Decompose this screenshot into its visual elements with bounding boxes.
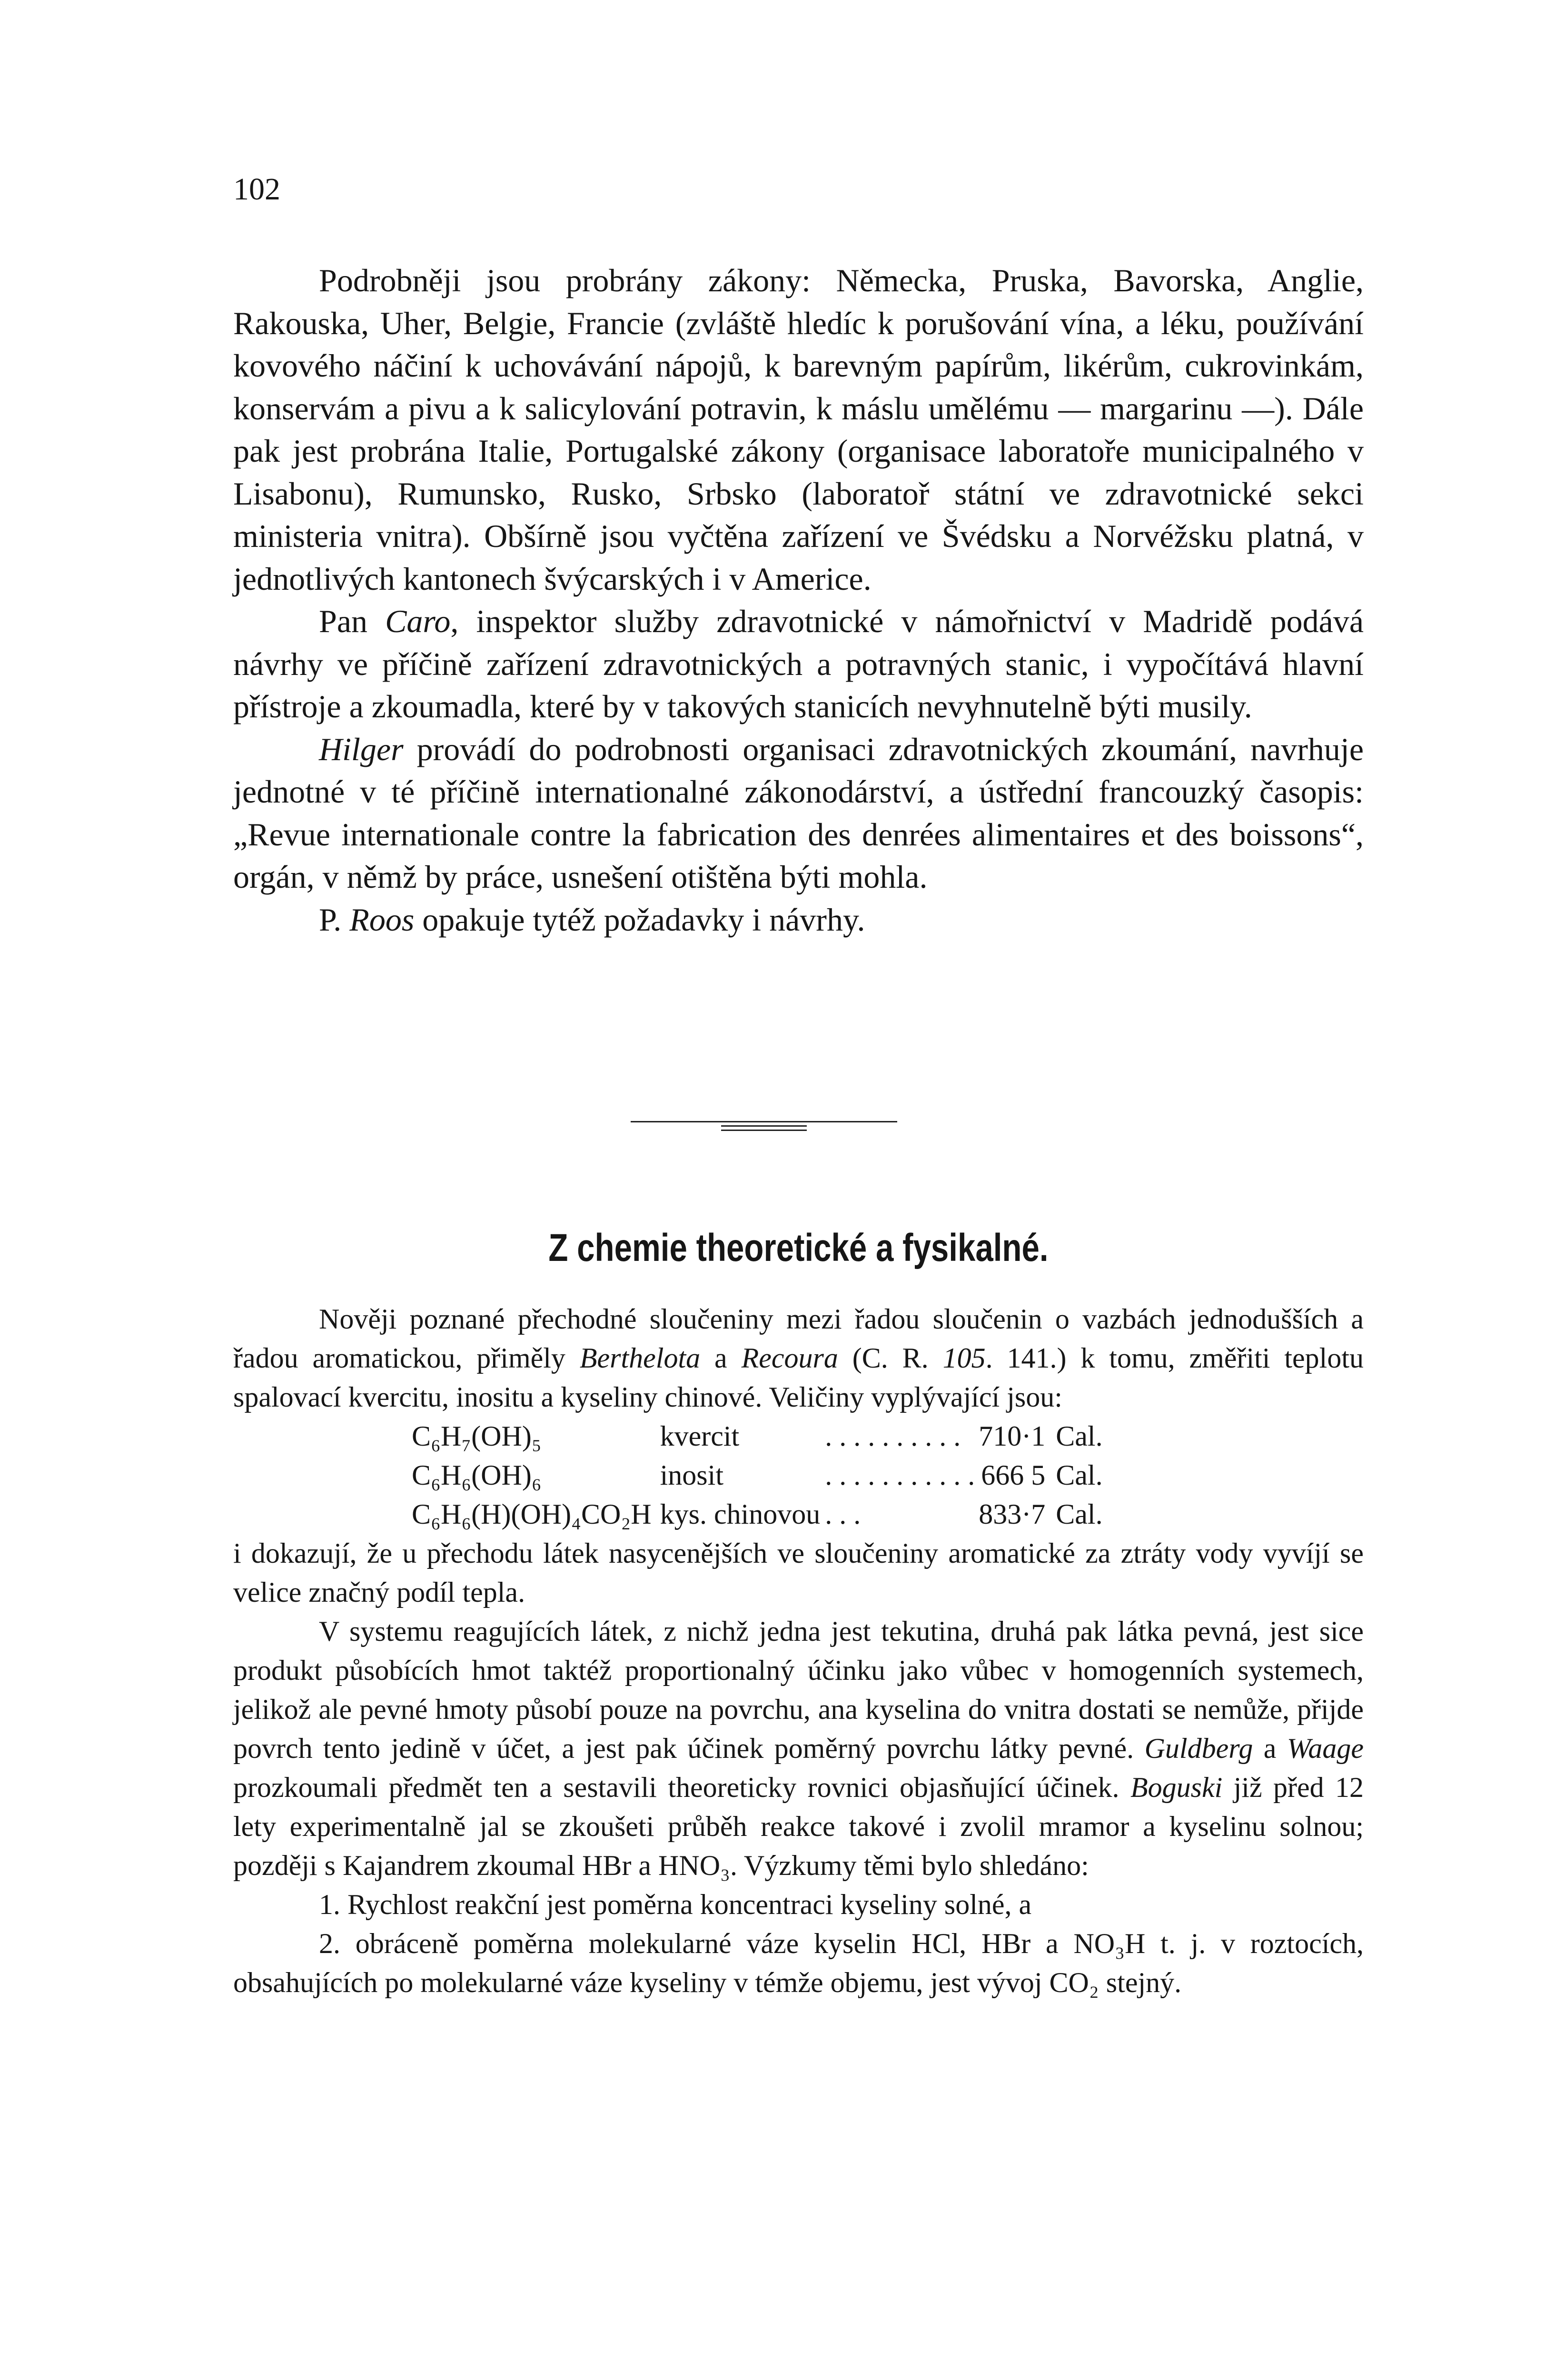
heat-value: 666 5 [981, 1459, 1046, 1491]
paragraph-text: již před 12 lety experimentalně jal se zkoušeti průběh reakce takové i zvolil mramor a kyselinu solnou; později s Kajandrem zkoumal HBr a HNO₃. Výzkumy těmi bylo shledáno: [233, 1772, 1364, 1881]
formula-row [412, 1495, 1103, 1534]
formula: C₆H₆(OH)₆ [412, 1459, 542, 1491]
author-name: Recoura [741, 1342, 838, 1374]
author-name: Boguski [1130, 1772, 1223, 1803]
page-number: 102 [233, 172, 280, 207]
paragraph-text: Nověji poznané přechodné sloučeniny mezi řadou sloučenin o vazbách jednodušších a řadou aromatickou, přiměly [233, 1303, 1364, 1374]
formula-row [412, 1456, 1103, 1495]
heat-value: 833·7 [979, 1498, 1046, 1530]
paragraph [233, 1299, 1364, 1417]
section-title: Z chemie theoretické a fysikalné. [548, 1226, 1049, 1269]
leader-dots: . . . . . . . . . . . [825, 1459, 975, 1491]
author-name: Berthelota [579, 1342, 701, 1374]
list-item: 1. Rychlost reakční jest poměrna koncentraci kyseliny solné, a [319, 1889, 1032, 1920]
formula-table [412, 1417, 1103, 1534]
heat-unit: Cal. [1056, 1459, 1103, 1491]
paragraph-text: (C. R. [838, 1342, 943, 1374]
author-name: Caro [385, 603, 451, 639]
paragraph: Podrobněji jsou probrány zákony: Německa, Pruska, Bavorska, Anglie, Rakouska, Uher, Belgie, Francie (zvláště hledíc k porušování vína, a léku, používání kovového náčiní k uchovávání nápojů, k barevným papírům, likérům, cukrovinkám, konservám a pivu a k salicylování potravin, k máslu umělému — margarinu —). Dále pak jest probrána Italie, Portugalské zákony (organisace laboratoře municipalného v Lisabonu), Rumunsko, Rusko, Srbsko (laboratoř státní ve zdravotnické sekci ministeria vnitra). Obšírně jsou vyčtěna zařízení ve Švédsku a Norvéžsku platná, v jednotlivých kantonech švýcarských i v Americe. [233, 262, 1364, 597]
volume-number: 105 [942, 1342, 986, 1374]
leader-dots: . . . [825, 1498, 861, 1530]
paragraph [233, 1612, 1364, 1885]
leader-dots: . . . . . . . . . . [825, 1420, 961, 1452]
section-chemistry-text [233, 1299, 1364, 2002]
heat-value: 710·1 [979, 1420, 1046, 1452]
compound-name: inosit [660, 1459, 723, 1491]
author-name: Roos [349, 901, 415, 938]
heat-unit: Cal. [1056, 1498, 1103, 1530]
divider-line [721, 1125, 807, 1127]
paragraph-text: provádí do podrobnosti organisaci zdravotnických zkoumání, navrhuje jednotné v té příčině internationalné zákonodárství, a ústřední francouzký časopis: „Revue internationale contre la fabrication des denrées alimentaires et des boissons“, orgán, v němž by práce, usnešení otištěna býti mohla. [233, 731, 1364, 895]
divider-line [631, 1121, 897, 1122]
compound-name: kvercit [660, 1420, 740, 1452]
section-divider [631, 1121, 897, 1140]
author-name: Hilger [319, 731, 404, 767]
author-name: Guldberg [1144, 1733, 1253, 1764]
paragraph-text: opakuje tytéž požadavky i návrhy. [414, 901, 865, 938]
paragraph-text: a [700, 1342, 742, 1374]
paragraph-text: a [1253, 1733, 1287, 1764]
paragraph-text: . 141.) k tomu, změřiti teplotu spalovací kvercitu, inositu a kyseliny chinové. Veličiny vyplývající jsou: [233, 1342, 1364, 1413]
formula: C₆H₆(H)(OH)₄CO₂H [412, 1498, 652, 1530]
divider-line [721, 1130, 807, 1131]
heat-unit: Cal. [1056, 1420, 1103, 1452]
compound-name: kys. chinovou [660, 1498, 821, 1530]
author-name: Waage [1287, 1733, 1364, 1764]
paragraph-text: , inspektor služby zdravotnické v námořnictví v Madridě podává návrhy ve příčině zařízení zdravotnických a potravných stanic, i vypočítává hlavní přístroje a zkoumadla, které by v takových stanicích nevyhnutelně býti musily. [233, 603, 1364, 724]
paragraph [233, 728, 1364, 899]
formula-row [412, 1417, 1103, 1456]
paragraph-text: V systemu reagujících látek, z nichž jedna jest tekutina, druhá pak látka pevná, jest sice produkt působících hmot taktéž proportionalný účinku jako vůbec v homogenních systemech, jelikož ale pevné hmoty působí pouze na povrchu, ana kyselina do vnitra dostati se nemůže, přijde povrch tento jedině v účet, a jest pak účinek poměrný povrchu látky pevné. [233, 1616, 1364, 1764]
paragraph-text: P. [319, 901, 350, 938]
paragraph: i dokazují, že u přechodu látek nasycenějších ve sloučeniny aromatické za ztráty vody vyvíjí se velice značný podíl tepla. [233, 1537, 1364, 1608]
paragraph-text: Pan [319, 603, 386, 639]
paragraph [233, 899, 1364, 942]
paragraph [233, 600, 1364, 728]
list-item: 2. obráceně poměrna molekularné váze kyselin HCl, HBr a NO₃H t. j. v roztocích, obsahujících po molekularné váze kyseliny v témže objemu, jest vývoj CO₂ stejný. [233, 1928, 1364, 1998]
section-legislation-text [233, 259, 1364, 941]
paragraph-text: prozkoumali předmět ten a sestavili theoreticky rovnici objasňující účinek. [233, 1772, 1130, 1803]
formula: C₆H₇(OH)₅ [412, 1420, 542, 1452]
